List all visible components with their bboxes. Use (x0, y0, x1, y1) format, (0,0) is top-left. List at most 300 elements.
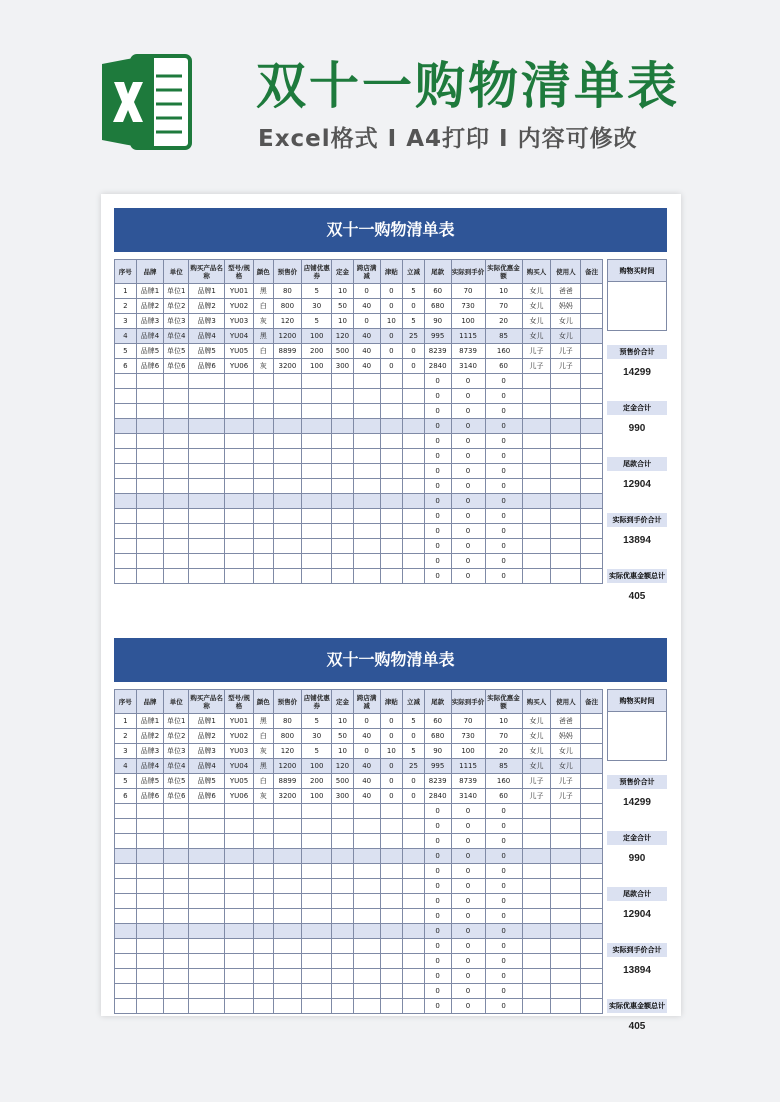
table-cell[interactable] (273, 849, 302, 864)
table-cell[interactable]: 0 (424, 404, 451, 419)
table-cell[interactable]: YU03 (225, 314, 254, 329)
table-cell[interactable]: 8899 (273, 344, 302, 359)
table-cell[interactable] (136, 569, 164, 584)
table-cell[interactable]: 40 (353, 344, 380, 359)
table-cell[interactable] (581, 759, 603, 774)
table-cell[interactable] (136, 969, 164, 984)
table-cell[interactable]: 0 (451, 449, 485, 464)
table-cell[interactable] (253, 834, 273, 849)
table-cell[interactable]: YU04 (225, 329, 254, 344)
table-cell[interactable]: 黑 (253, 759, 273, 774)
table-cell[interactable]: 5 (403, 744, 425, 759)
table-cell[interactable] (164, 834, 189, 849)
table-cell[interactable] (164, 909, 189, 924)
table-cell[interactable] (225, 434, 254, 449)
table-cell[interactable] (225, 554, 254, 569)
table-cell[interactable] (273, 524, 302, 539)
table-cell[interactable] (353, 924, 380, 939)
table-cell[interactable] (253, 479, 273, 494)
table-cell[interactable] (380, 879, 403, 894)
table-cell[interactable] (551, 404, 581, 419)
table-cell[interactable] (581, 969, 603, 984)
table-cell[interactable] (551, 939, 581, 954)
table-cell[interactable] (380, 819, 403, 834)
table-cell[interactable]: 儿子 (551, 789, 581, 804)
table-cell[interactable] (551, 449, 581, 464)
table-cell[interactable] (115, 939, 137, 954)
table-cell[interactable] (273, 984, 302, 999)
table-cell[interactable] (302, 464, 332, 479)
table-cell[interactable]: 0 (485, 834, 522, 849)
table-cell[interactable]: 儿子 (522, 789, 551, 804)
table-cell[interactable]: 90 (424, 314, 451, 329)
table-cell[interactable] (332, 509, 354, 524)
table-cell[interactable] (380, 969, 403, 984)
table-cell[interactable]: 灰 (253, 314, 273, 329)
table-cell[interactable] (273, 389, 302, 404)
table-cell[interactable]: 1 (115, 714, 137, 729)
table-cell[interactable] (136, 924, 164, 939)
table-cell[interactable]: 5 (115, 344, 137, 359)
table-cell[interactable]: 0 (380, 729, 403, 744)
table-cell[interactable]: 5 (115, 774, 137, 789)
table-cell[interactable]: 品牌3 (189, 314, 225, 329)
table-cell[interactable] (380, 954, 403, 969)
table-cell[interactable] (253, 569, 273, 584)
table-cell[interactable] (522, 479, 551, 494)
table-cell[interactable]: 灰 (253, 744, 273, 759)
table-cell[interactable]: 品牌5 (136, 774, 164, 789)
table-cell[interactable]: 0 (485, 389, 522, 404)
table-cell[interactable] (522, 939, 551, 954)
table-cell[interactable]: 3200 (273, 359, 302, 374)
table-cell[interactable]: 5 (302, 314, 332, 329)
table-cell[interactable]: 8739 (451, 774, 485, 789)
table-cell[interactable] (522, 449, 551, 464)
table-cell[interactable] (253, 554, 273, 569)
table-cell[interactable]: 500 (332, 774, 354, 789)
table-cell[interactable] (302, 939, 332, 954)
table-cell[interactable]: 0 (485, 404, 522, 419)
table-cell[interactable] (225, 464, 254, 479)
table-cell[interactable] (551, 569, 581, 584)
table-cell[interactable] (332, 819, 354, 834)
table-cell[interactable] (136, 449, 164, 464)
table-cell[interactable]: 5 (302, 714, 332, 729)
table-cell[interactable]: 120 (332, 759, 354, 774)
table-cell[interactable] (273, 969, 302, 984)
table-cell[interactable] (551, 954, 581, 969)
table-cell[interactable] (581, 524, 603, 539)
table-cell[interactable]: 0 (485, 984, 522, 999)
table-cell[interactable] (403, 569, 425, 584)
table-cell[interactable] (551, 819, 581, 834)
table-cell[interactable]: 0 (485, 434, 522, 449)
table-cell[interactable] (403, 924, 425, 939)
table-cell[interactable]: 黑 (253, 329, 273, 344)
table-cell[interactable]: 品牌1 (136, 284, 164, 299)
table-cell[interactable] (522, 954, 551, 969)
table-cell[interactable]: 0 (485, 894, 522, 909)
table-cell[interactable]: 0 (485, 449, 522, 464)
table-cell[interactable]: 品牌5 (189, 774, 225, 789)
table-cell[interactable]: 0 (451, 804, 485, 819)
table-cell[interactable]: 5 (403, 284, 425, 299)
table-cell[interactable] (581, 939, 603, 954)
table-cell[interactable]: 单位2 (164, 299, 189, 314)
table-cell[interactable]: 1200 (273, 329, 302, 344)
table-cell[interactable] (353, 419, 380, 434)
table-cell[interactable] (189, 999, 225, 1014)
table-cell[interactable] (522, 494, 551, 509)
table-cell[interactable] (225, 374, 254, 389)
table-cell[interactable] (189, 879, 225, 894)
table-cell[interactable] (353, 834, 380, 849)
table-cell[interactable] (115, 834, 137, 849)
table-cell[interactable] (380, 924, 403, 939)
table-cell[interactable] (115, 494, 137, 509)
table-cell[interactable] (136, 389, 164, 404)
table-cell[interactable]: 白 (253, 729, 273, 744)
table-cell[interactable] (253, 524, 273, 539)
table-cell[interactable] (302, 419, 332, 434)
table-cell[interactable]: 0 (424, 389, 451, 404)
table-cell[interactable]: 0 (424, 879, 451, 894)
table-cell[interactable]: 10 (485, 284, 522, 299)
table-cell[interactable] (380, 999, 403, 1014)
table-cell[interactable] (273, 864, 302, 879)
purchase-time-box[interactable] (607, 712, 667, 761)
table-cell[interactable] (522, 434, 551, 449)
table-cell[interactable] (353, 494, 380, 509)
table-cell[interactable]: 8739 (451, 344, 485, 359)
table-cell[interactable]: 20 (485, 744, 522, 759)
table-cell[interactable]: 4 (115, 329, 137, 344)
table-cell[interactable]: 品牌3 (189, 744, 225, 759)
table-cell[interactable]: 10 (332, 314, 354, 329)
table-cell[interactable] (273, 464, 302, 479)
table-cell[interactable] (115, 464, 137, 479)
table-cell[interactable] (551, 539, 581, 554)
table-cell[interactable] (164, 434, 189, 449)
table-cell[interactable] (225, 509, 254, 524)
table-cell[interactable] (136, 999, 164, 1014)
table-cell[interactable] (403, 524, 425, 539)
table-cell[interactable]: 灰 (253, 359, 273, 374)
table-cell[interactable] (302, 509, 332, 524)
table-cell[interactable] (225, 819, 254, 834)
table-cell[interactable]: 6 (115, 789, 137, 804)
table-cell[interactable] (403, 894, 425, 909)
table-cell[interactable] (115, 849, 137, 864)
table-cell[interactable] (403, 374, 425, 389)
table-cell[interactable] (253, 954, 273, 969)
table-cell[interactable] (189, 834, 225, 849)
table-cell[interactable] (353, 479, 380, 494)
table-cell[interactable] (353, 434, 380, 449)
table-cell[interactable]: 0 (451, 434, 485, 449)
table-cell[interactable] (273, 569, 302, 584)
table-cell[interactable] (581, 359, 603, 374)
table-cell[interactable] (522, 849, 551, 864)
table-cell[interactable] (302, 894, 332, 909)
table-cell[interactable] (115, 554, 137, 569)
table-cell[interactable]: 70 (485, 299, 522, 314)
table-cell[interactable] (164, 509, 189, 524)
table-cell[interactable]: 品牌1 (189, 714, 225, 729)
table-cell[interactable] (581, 389, 603, 404)
table-cell[interactable] (380, 864, 403, 879)
table-cell[interactable]: 0 (485, 554, 522, 569)
table-cell[interactable] (225, 954, 254, 969)
table-cell[interactable] (189, 864, 225, 879)
table-cell[interactable]: 0 (485, 569, 522, 584)
table-cell[interactable] (273, 494, 302, 509)
table-cell[interactable] (164, 449, 189, 464)
table-cell[interactable] (253, 419, 273, 434)
table-cell[interactable] (551, 879, 581, 894)
table-cell[interactable]: 3 (115, 744, 137, 759)
table-cell[interactable]: 0 (485, 909, 522, 924)
table-cell[interactable]: 0 (451, 464, 485, 479)
table-cell[interactable] (189, 804, 225, 819)
table-cell[interactable] (332, 569, 354, 584)
table-cell[interactable]: 单位2 (164, 729, 189, 744)
table-cell[interactable]: YU02 (225, 729, 254, 744)
table-cell[interactable] (332, 434, 354, 449)
table-cell[interactable]: 0 (424, 804, 451, 819)
table-cell[interactable]: 0 (451, 509, 485, 524)
table-cell[interactable] (581, 834, 603, 849)
table-cell[interactable] (302, 864, 332, 879)
table-cell[interactable]: 8239 (424, 344, 451, 359)
table-cell[interactable]: 0 (424, 894, 451, 909)
table-cell[interactable]: 200 (302, 344, 332, 359)
table-cell[interactable]: 300 (332, 359, 354, 374)
table-cell[interactable] (332, 804, 354, 819)
table-cell[interactable] (189, 969, 225, 984)
table-cell[interactable] (581, 554, 603, 569)
table-cell[interactable]: 品牌3 (136, 314, 164, 329)
table-cell[interactable] (522, 524, 551, 539)
table-cell[interactable]: 120 (273, 314, 302, 329)
table-cell[interactable]: 10 (380, 744, 403, 759)
table-cell[interactable] (353, 999, 380, 1014)
table-cell[interactable]: 儿子 (551, 344, 581, 359)
table-cell[interactable] (164, 494, 189, 509)
table-cell[interactable]: 500 (332, 344, 354, 359)
table-cell[interactable]: 0 (485, 939, 522, 954)
table-cell[interactable] (403, 864, 425, 879)
table-cell[interactable] (115, 449, 137, 464)
table-cell[interactable]: 0 (451, 389, 485, 404)
table-cell[interactable] (403, 969, 425, 984)
table-cell[interactable] (581, 539, 603, 554)
table-cell[interactable] (332, 449, 354, 464)
table-cell[interactable] (581, 804, 603, 819)
table-cell[interactable] (253, 804, 273, 819)
table-cell[interactable] (115, 984, 137, 999)
table-cell[interactable]: 黑 (253, 714, 273, 729)
table-cell[interactable] (302, 999, 332, 1014)
table-cell[interactable] (353, 954, 380, 969)
table-cell[interactable]: 70 (485, 729, 522, 744)
table-cell[interactable] (273, 374, 302, 389)
table-cell[interactable]: 120 (273, 744, 302, 759)
table-cell[interactable] (164, 539, 189, 554)
table-cell[interactable]: 40 (353, 299, 380, 314)
table-cell[interactable]: 0 (403, 729, 425, 744)
table-cell[interactable]: 女儿 (551, 329, 581, 344)
table-cell[interactable] (253, 849, 273, 864)
table-cell[interactable]: 0 (424, 819, 451, 834)
table-cell[interactable] (225, 419, 254, 434)
table-cell[interactable] (522, 909, 551, 924)
table-cell[interactable]: 女儿 (522, 284, 551, 299)
table-cell[interactable]: 女儿 (522, 759, 551, 774)
table-cell[interactable] (164, 819, 189, 834)
table-cell[interactable] (189, 464, 225, 479)
table-cell[interactable] (353, 849, 380, 864)
table-cell[interactable]: 0 (424, 524, 451, 539)
table-cell[interactable]: 80 (273, 714, 302, 729)
table-cell[interactable]: 70 (451, 284, 485, 299)
table-cell[interactable] (189, 449, 225, 464)
table-cell[interactable] (273, 539, 302, 554)
table-cell[interactable] (189, 954, 225, 969)
table-cell[interactable] (581, 864, 603, 879)
table-cell[interactable] (115, 894, 137, 909)
table-cell[interactable] (551, 494, 581, 509)
table-cell[interactable]: 160 (485, 344, 522, 359)
table-cell[interactable]: 0 (403, 299, 425, 314)
table-cell[interactable] (380, 479, 403, 494)
table-cell[interactable] (164, 864, 189, 879)
table-cell[interactable] (164, 479, 189, 494)
table-cell[interactable]: 0 (451, 879, 485, 894)
table-cell[interactable]: 10 (332, 744, 354, 759)
table-cell[interactable] (273, 879, 302, 894)
table-cell[interactable] (332, 879, 354, 894)
table-cell[interactable] (522, 389, 551, 404)
table-cell[interactable] (380, 894, 403, 909)
table-cell[interactable] (189, 419, 225, 434)
table-cell[interactable] (403, 539, 425, 554)
table-cell[interactable]: 0 (424, 539, 451, 554)
table-cell[interactable] (189, 494, 225, 509)
table-cell[interactable]: 0 (485, 924, 522, 939)
table-cell[interactable] (273, 954, 302, 969)
table-cell[interactable]: YU06 (225, 789, 254, 804)
table-cell[interactable] (332, 849, 354, 864)
table-cell[interactable] (403, 834, 425, 849)
table-cell[interactable] (403, 909, 425, 924)
table-cell[interactable] (551, 924, 581, 939)
table-cell[interactable]: 0 (451, 569, 485, 584)
table-cell[interactable]: 90 (424, 744, 451, 759)
table-cell[interactable] (581, 879, 603, 894)
table-cell[interactable] (253, 509, 273, 524)
table-cell[interactable] (253, 894, 273, 909)
table-cell[interactable]: 女儿 (522, 744, 551, 759)
table-cell[interactable] (302, 804, 332, 819)
table-cell[interactable]: 5 (403, 314, 425, 329)
table-cell[interactable] (581, 954, 603, 969)
table-cell[interactable]: 0 (451, 909, 485, 924)
table-cell[interactable] (253, 404, 273, 419)
table-cell[interactable] (189, 894, 225, 909)
table-cell[interactable]: 40 (353, 759, 380, 774)
table-cell[interactable]: 品牌1 (136, 714, 164, 729)
table-cell[interactable]: 女儿 (522, 714, 551, 729)
table-cell[interactable]: 品牌5 (136, 344, 164, 359)
table-cell[interactable] (581, 314, 603, 329)
table-cell[interactable]: 40 (353, 789, 380, 804)
table-cell[interactable]: 2840 (424, 789, 451, 804)
table-cell[interactable]: 品牌2 (136, 299, 164, 314)
table-cell[interactable] (302, 434, 332, 449)
table-cell[interactable]: 单位3 (164, 314, 189, 329)
table-cell[interactable] (581, 569, 603, 584)
table-cell[interactable]: 0 (424, 479, 451, 494)
table-cell[interactable] (581, 404, 603, 419)
table-cell[interactable] (302, 404, 332, 419)
table-cell[interactable] (302, 494, 332, 509)
table-cell[interactable] (581, 464, 603, 479)
table-cell[interactable]: 0 (451, 479, 485, 494)
table-cell[interactable] (302, 449, 332, 464)
table-cell[interactable] (136, 479, 164, 494)
table-cell[interactable] (225, 849, 254, 864)
table-cell[interactable]: 10 (485, 714, 522, 729)
table-cell[interactable]: 100 (302, 329, 332, 344)
table-cell[interactable]: 20 (485, 314, 522, 329)
table-cell[interactable] (189, 569, 225, 584)
table-cell[interactable] (522, 374, 551, 389)
table-cell[interactable] (302, 524, 332, 539)
table-cell[interactable] (522, 984, 551, 999)
table-cell[interactable] (332, 924, 354, 939)
table-cell[interactable] (302, 954, 332, 969)
table-cell[interactable]: 800 (273, 299, 302, 314)
table-cell[interactable]: 0 (485, 509, 522, 524)
table-cell[interactable]: 0 (451, 834, 485, 849)
table-cell[interactable] (302, 479, 332, 494)
table-cell[interactable]: 1 (115, 284, 137, 299)
table-cell[interactable]: 女儿 (522, 299, 551, 314)
table-cell[interactable]: 妈妈 (551, 299, 581, 314)
table-cell[interactable] (332, 909, 354, 924)
table-cell[interactable]: 0 (424, 374, 451, 389)
table-cell[interactable] (403, 999, 425, 1014)
table-cell[interactable] (332, 374, 354, 389)
table-cell[interactable]: 0 (485, 819, 522, 834)
table-cell[interactable] (353, 909, 380, 924)
table-cell[interactable] (332, 389, 354, 404)
table-cell[interactable] (253, 864, 273, 879)
table-cell[interactable] (164, 984, 189, 999)
table-cell[interactable] (353, 374, 380, 389)
table-cell[interactable]: 300 (332, 789, 354, 804)
table-cell[interactable] (115, 524, 137, 539)
table-cell[interactable]: 品牌3 (136, 744, 164, 759)
table-cell[interactable] (332, 864, 354, 879)
table-cell[interactable] (225, 494, 254, 509)
table-cell[interactable] (551, 804, 581, 819)
table-cell[interactable] (189, 374, 225, 389)
table-cell[interactable] (522, 879, 551, 894)
table-cell[interactable]: 100 (451, 744, 485, 759)
